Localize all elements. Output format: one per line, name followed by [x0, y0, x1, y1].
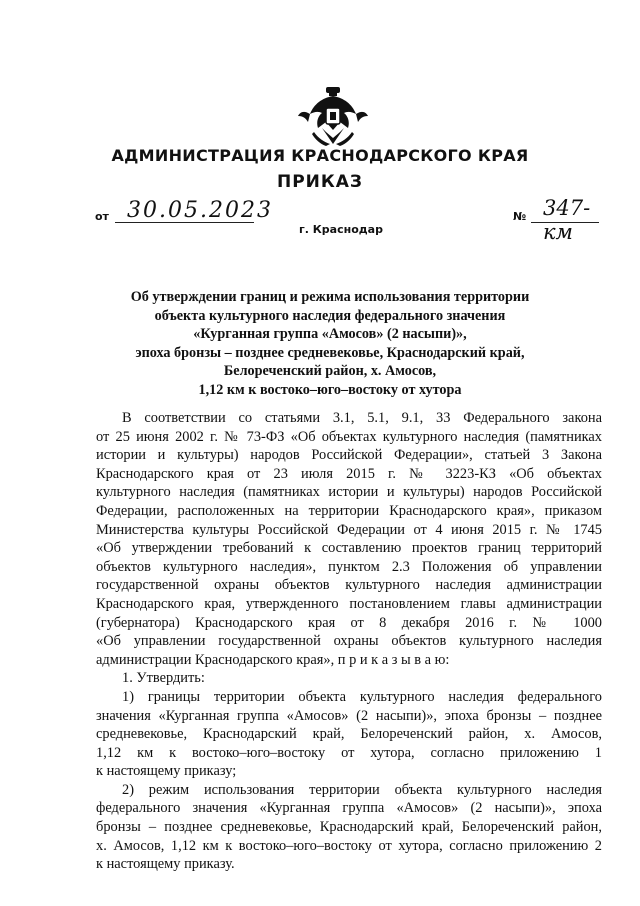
organization-heading: АДМИНИСТРАЦИЯ КРАСНОДАРСКОГО КРАЯ [111, 146, 529, 165]
item-1-2-line: х. Амосов, 1,12 км к востоко–юго–востоку от хутора, согласно приложению 2 [96, 837, 602, 854]
order-body [96, 409, 602, 874]
document-type-title: ПРИКАЗ [276, 172, 364, 192]
item-1-1-line: значения «Курганная группа «Амосов» (2 насыпи)», эпоха бронзы – позднее [96, 707, 602, 724]
coat-of-arms-emblem-icon [296, 86, 370, 148]
item-1-2-line: к настоящему приказу. [96, 856, 235, 873]
number-label: № [513, 210, 527, 223]
subject-line: эпоха бронзы – позднее средневековье, Краснодарский край, [135, 344, 525, 361]
item-1-2-line: федерального значения «Курганная группа «Амосов» (2 насыпи)», эпоха [96, 800, 602, 817]
body-line: В соответствии со статьями 3.1, 5.1, 9.1, 33 Федерального закона [122, 410, 602, 426]
order-subject [110, 288, 550, 400]
body-line: государственной охраны объектов культурного наследия администрации [96, 577, 602, 594]
body-line: администрации Краснодарского края», п р и к а з ы в а ю: [96, 651, 450, 668]
handwritten-number: 347-км [543, 196, 591, 244]
item-1-2-line: бронзы – позднее средневековье, Краснодарский край, Белореченский район, [96, 819, 602, 836]
date-label: от [95, 210, 109, 223]
subject-line: Белореченский район, х. Амосов, [223, 363, 437, 380]
body-line: объектов культурного наследия», пунктом 2.3 Положения об управлении [96, 558, 602, 575]
body-line: культурного наследия (памятниках истории и культуры) народов Российской [96, 484, 602, 501]
subject-line: Об утверждении границ и режима использования территории [130, 289, 530, 305]
subject-line: объекта культурного наследия федерального значения [154, 307, 506, 324]
handwritten-date: 30.05.2023 [127, 198, 273, 223]
item-1-2-line: 2) режим использования территории объекта культурного наследия [122, 781, 602, 798]
subject-line: 1,12 км к востоко–юго–востоку от хутора [198, 381, 462, 398]
item-1-heading: 1. Утвердить: [122, 670, 205, 687]
body-line: «Об управлении государственной охраны объектов культурного наследия [96, 633, 602, 650]
city-line: г. Краснодар [299, 223, 383, 236]
body-line: Федерации, расположенных на территории Краснодарского края», приказом [96, 502, 602, 519]
subject-line: «Курганная группа «Амосов» (2 насыпи)», [193, 326, 467, 343]
body-line: Краснодарского края от 23 июля 2015 г. № 3223-КЗ «Об объектах [96, 465, 602, 482]
item-1-1-line: 1) границы территории объекта культурного наследия федерального [122, 688, 602, 705]
item-1-1-line: к настоящему приказу; [96, 763, 237, 780]
body-line: «Об утверждении требований к составлению проектов границ территорий [96, 540, 602, 557]
body-line: от 25 июня 2002 г. № 73-ФЗ «Об объектах культурного наследия (памятниках [96, 428, 602, 445]
body-line: (губернатора) Краснодарского края от 8 декабря 2016 г. № 1000 [96, 614, 602, 631]
item-1-1-line: средневековье, Краснодарский край, Белореченский район, х. Амосов, [96, 726, 602, 743]
item-1-1-line: 1,12 км к востоко–юго–востоку от хутора, согласно приложению 1 [96, 744, 602, 761]
body-line: истории и культуры) народов Российской Федерации», статьей 3 Закона [96, 447, 602, 464]
body-line: Министерства культуры Российской Федерации от 4 июня 2015 г. № 1745 [96, 521, 602, 538]
body-line: Краснодарского края, утвержденного постановлением главы администрации [96, 595, 602, 612]
